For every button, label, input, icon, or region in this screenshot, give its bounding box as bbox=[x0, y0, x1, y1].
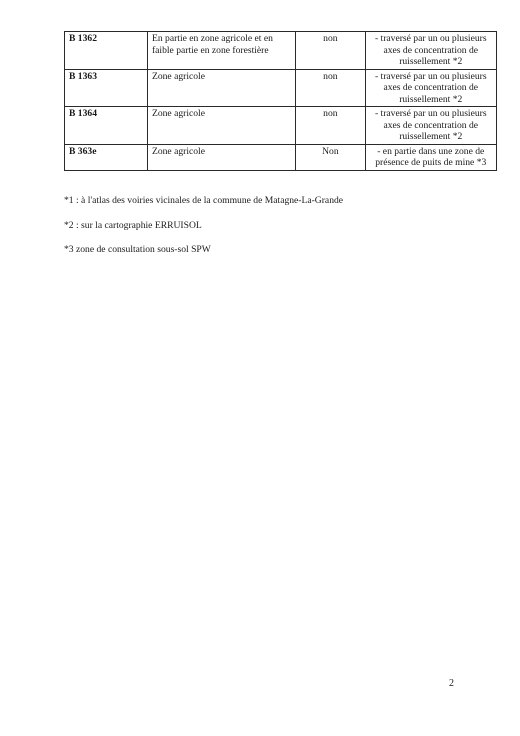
zone-cell: Zone agricole bbox=[147, 144, 295, 170]
flag-cell: Non bbox=[296, 144, 365, 170]
footnote-3: *3 zone de consultation sous-sol SPW bbox=[64, 244, 211, 255]
page-number: 2 bbox=[449, 678, 454, 689]
zone-cell: Zone agricole bbox=[147, 107, 295, 145]
parcel-id-cell: B 1362 bbox=[65, 32, 148, 70]
zone-cell: Zone agricole bbox=[147, 69, 295, 107]
remark-cell: - en partie dans une zone de présence de puits de mine *3 bbox=[365, 144, 496, 170]
remark-cell: - traversé par un ou plusieurs axes de concentration de ruissellement *2 bbox=[365, 107, 496, 145]
flag-cell: non bbox=[296, 32, 365, 70]
parcel-id-cell: B 363e bbox=[65, 144, 148, 170]
remark-cell: - traversé par un ou plusieurs axes de concentration de ruissellement *2 bbox=[365, 69, 496, 107]
parcel-id-cell: B 1364 bbox=[65, 107, 148, 145]
table-row bbox=[65, 144, 497, 170]
table-row bbox=[65, 69, 497, 107]
footnote-1: *1 : à l'atlas des voiries vicinales de la commune de Matagne-La-Grande bbox=[64, 195, 344, 206]
footnote-2: *2 : sur la cartographie ERRUISOL bbox=[64, 220, 202, 231]
zone-cell: En partie en zone agricole et en faible partie en zone forestière bbox=[147, 32, 295, 70]
flag-cell: non bbox=[296, 107, 365, 145]
remark-cell: - traversé par un ou plusieurs axes de concentration de ruissellement *2 bbox=[365, 32, 496, 70]
table-row bbox=[65, 107, 497, 145]
table-row bbox=[65, 32, 497, 70]
flag-cell: non bbox=[296, 69, 365, 107]
parcel-table bbox=[64, 31, 497, 171]
parcel-id-cell: B 1363 bbox=[65, 69, 148, 107]
